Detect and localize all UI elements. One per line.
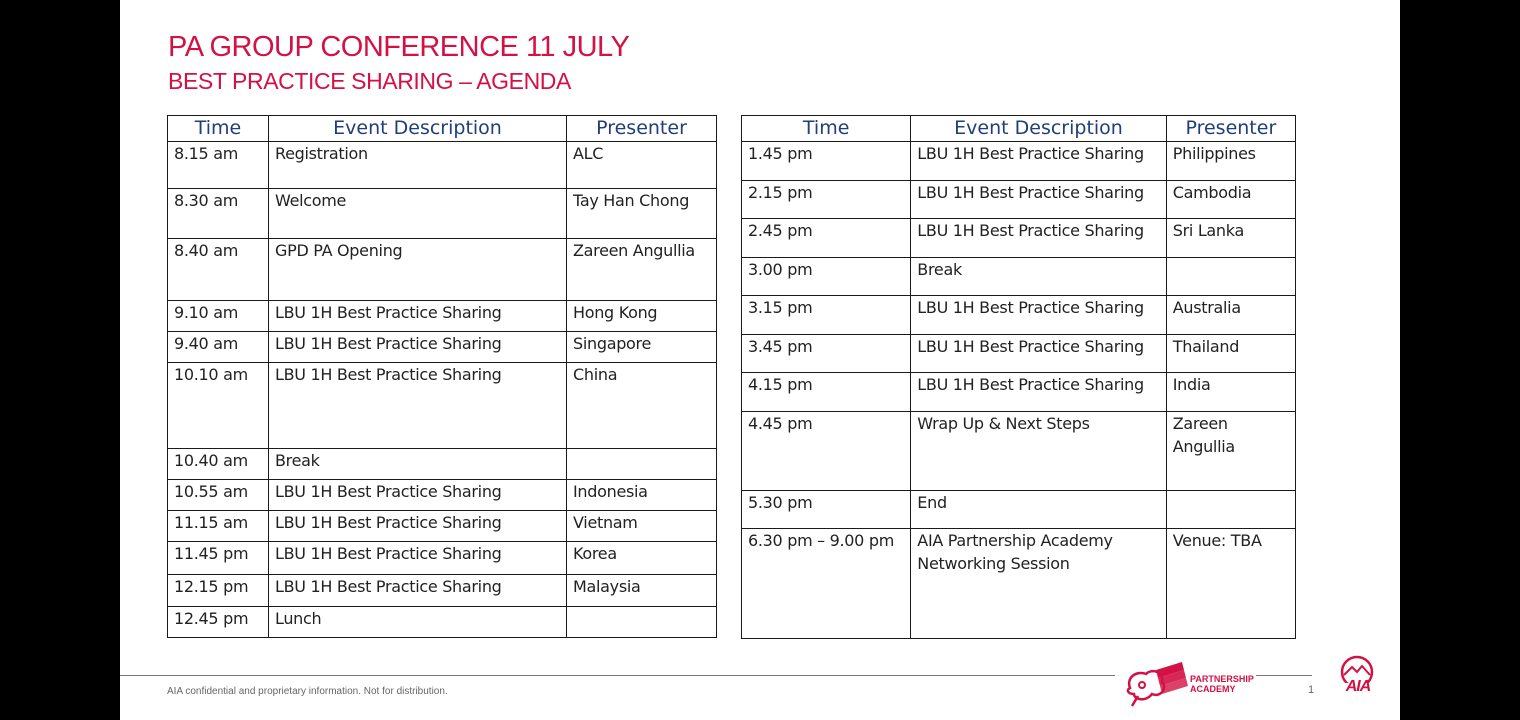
time-cell: 2.15 pm (742, 181, 911, 219)
time-cell: 10.55 am (168, 480, 269, 511)
column-header-presenter: Presenter (1166, 116, 1295, 142)
agenda-table-morning (167, 115, 717, 638)
event-cell: Registration (269, 142, 567, 189)
time-cell: 10.40 am (168, 449, 269, 480)
table-row (742, 296, 1296, 335)
event-cell: Wrap Up & Next Steps (911, 412, 1166, 491)
time-cell: 2.45 pm (742, 219, 911, 258)
presenter-cell: Korea (567, 542, 717, 575)
time-cell: 9.10 am (168, 301, 269, 332)
time-cell: 11.45 pm (168, 542, 269, 575)
event-cell: Break (911, 258, 1166, 296)
table-row (742, 529, 1296, 639)
column-header-time: Time (742, 116, 911, 142)
table-row (168, 511, 717, 542)
presenter-cell: Venue: TBA (1166, 529, 1295, 639)
event-cell: LBU 1H Best Practice Sharing (911, 219, 1166, 258)
presenter-cell (567, 449, 717, 480)
event-cell: LBU 1H Best Practice Sharing (269, 542, 567, 575)
table-row (168, 142, 717, 189)
table-row (742, 491, 1296, 529)
presenter-cell: Hong Kong (567, 301, 717, 332)
event-cell: GPD PA Opening (269, 239, 567, 301)
table-header-row (742, 116, 1296, 142)
presenter-cell: Vietnam (567, 511, 717, 542)
partnership-academy-text: PARTNERSHIP ACADEMY (1190, 674, 1254, 694)
aia-logo-text: AIA (1345, 678, 1371, 695)
time-cell: 8.40 am (168, 239, 269, 301)
time-cell: 6.30 pm – 9.00 pm (742, 529, 911, 639)
table-row (168, 363, 717, 449)
page-title: PA GROUP CONFERENCE 11 JULY (168, 31, 630, 63)
presenter-cell: Zareen Angullia (567, 239, 717, 301)
time-cell: 4.45 pm (742, 412, 911, 491)
time-cell: 11.15 am (168, 511, 269, 542)
presenter-cell: Cambodia (1166, 181, 1295, 219)
event-cell: LBU 1H Best Practice Sharing (911, 142, 1166, 181)
presenter-cell: Singapore (567, 332, 717, 363)
table-row (742, 412, 1296, 491)
agenda-table-afternoon (741, 115, 1296, 639)
table-row (742, 335, 1296, 373)
presenter-cell: Philippines (1166, 142, 1295, 181)
time-cell: 4.15 pm (742, 373, 911, 412)
table-row (742, 373, 1296, 412)
event-cell: LBU 1H Best Practice Sharing (911, 335, 1166, 373)
event-cell: LBU 1H Best Practice Sharing (269, 301, 567, 332)
time-cell: 12.45 pm (168, 607, 269, 638)
table-row (742, 219, 1296, 258)
column-header-event: Event Description (911, 116, 1166, 142)
event-cell: Lunch (269, 607, 567, 638)
table-row (742, 181, 1296, 219)
time-cell: 10.10 am (168, 363, 269, 449)
event-cell: LBU 1H Best Practice Sharing (269, 511, 567, 542)
table-row (168, 607, 717, 638)
table-row (168, 239, 717, 301)
page-number: 1 (1308, 684, 1315, 696)
time-cell: 12.15 pm (168, 575, 269, 607)
time-cell: 8.30 am (168, 189, 269, 239)
event-cell: LBU 1H Best Practice Sharing (269, 480, 567, 511)
presenter-cell: ALC (567, 142, 717, 189)
table-row (168, 542, 717, 575)
presenter-cell (1166, 258, 1295, 296)
time-cell: 3.00 pm (742, 258, 911, 296)
presenter-cell: Malaysia (567, 575, 717, 607)
event-cell: Welcome (269, 189, 567, 239)
table-row (168, 480, 717, 511)
column-header-presenter: Presenter (567, 116, 717, 142)
column-header-time: Time (168, 116, 269, 142)
confidentiality-notice: AIA confidential and proprietary information. Not for distribution. (167, 686, 448, 697)
presenter-cell (567, 607, 717, 638)
footer-divider (1256, 675, 1312, 676)
slide (120, 0, 1400, 720)
presenter-cell: Indonesia (567, 480, 717, 511)
presenter-cell: Australia (1166, 296, 1295, 335)
event-cell: LBU 1H Best Practice Sharing (911, 373, 1166, 412)
table-row (742, 142, 1296, 181)
presenter-cell: India (1166, 373, 1295, 412)
table-row (168, 301, 717, 332)
time-cell: 1.45 pm (742, 142, 911, 181)
table-header-row (168, 116, 717, 142)
time-cell: 5.30 pm (742, 491, 911, 529)
presenter-cell: China (567, 363, 717, 449)
event-cell: End (911, 491, 1166, 529)
time-cell: 3.15 pm (742, 296, 911, 335)
event-cell: AIA Partnership Academy Networking Session (911, 529, 1166, 639)
event-cell: LBU 1H Best Practice Sharing (911, 296, 1166, 335)
table-row (168, 449, 717, 480)
time-cell: 3.45 pm (742, 335, 911, 373)
presenter-cell: Zareen Angullia (1166, 412, 1295, 491)
presenter-cell (1166, 491, 1295, 529)
event-cell: LBU 1H Best Practice Sharing (911, 181, 1166, 219)
presenter-cell: Sri Lanka (1166, 219, 1295, 258)
time-cell: 8.15 am (168, 142, 269, 189)
event-cell: Break (269, 449, 567, 480)
table-row (168, 189, 717, 239)
presenter-cell: Tay Han Chong (567, 189, 717, 239)
footer-divider (120, 675, 1115, 676)
table-row (168, 575, 717, 607)
event-cell: LBU 1H Best Practice Sharing (269, 575, 567, 607)
page-subtitle: BEST PRACTICE SHARING – AGENDA (168, 68, 571, 94)
event-cell: LBU 1H Best Practice Sharing (269, 363, 567, 449)
event-cell: LBU 1H Best Practice Sharing (269, 332, 567, 363)
time-cell: 9.40 am (168, 332, 269, 363)
table-row (168, 332, 717, 363)
column-header-event: Event Description (269, 116, 567, 142)
table-row (742, 258, 1296, 296)
presenter-cell: Thailand (1166, 335, 1295, 373)
